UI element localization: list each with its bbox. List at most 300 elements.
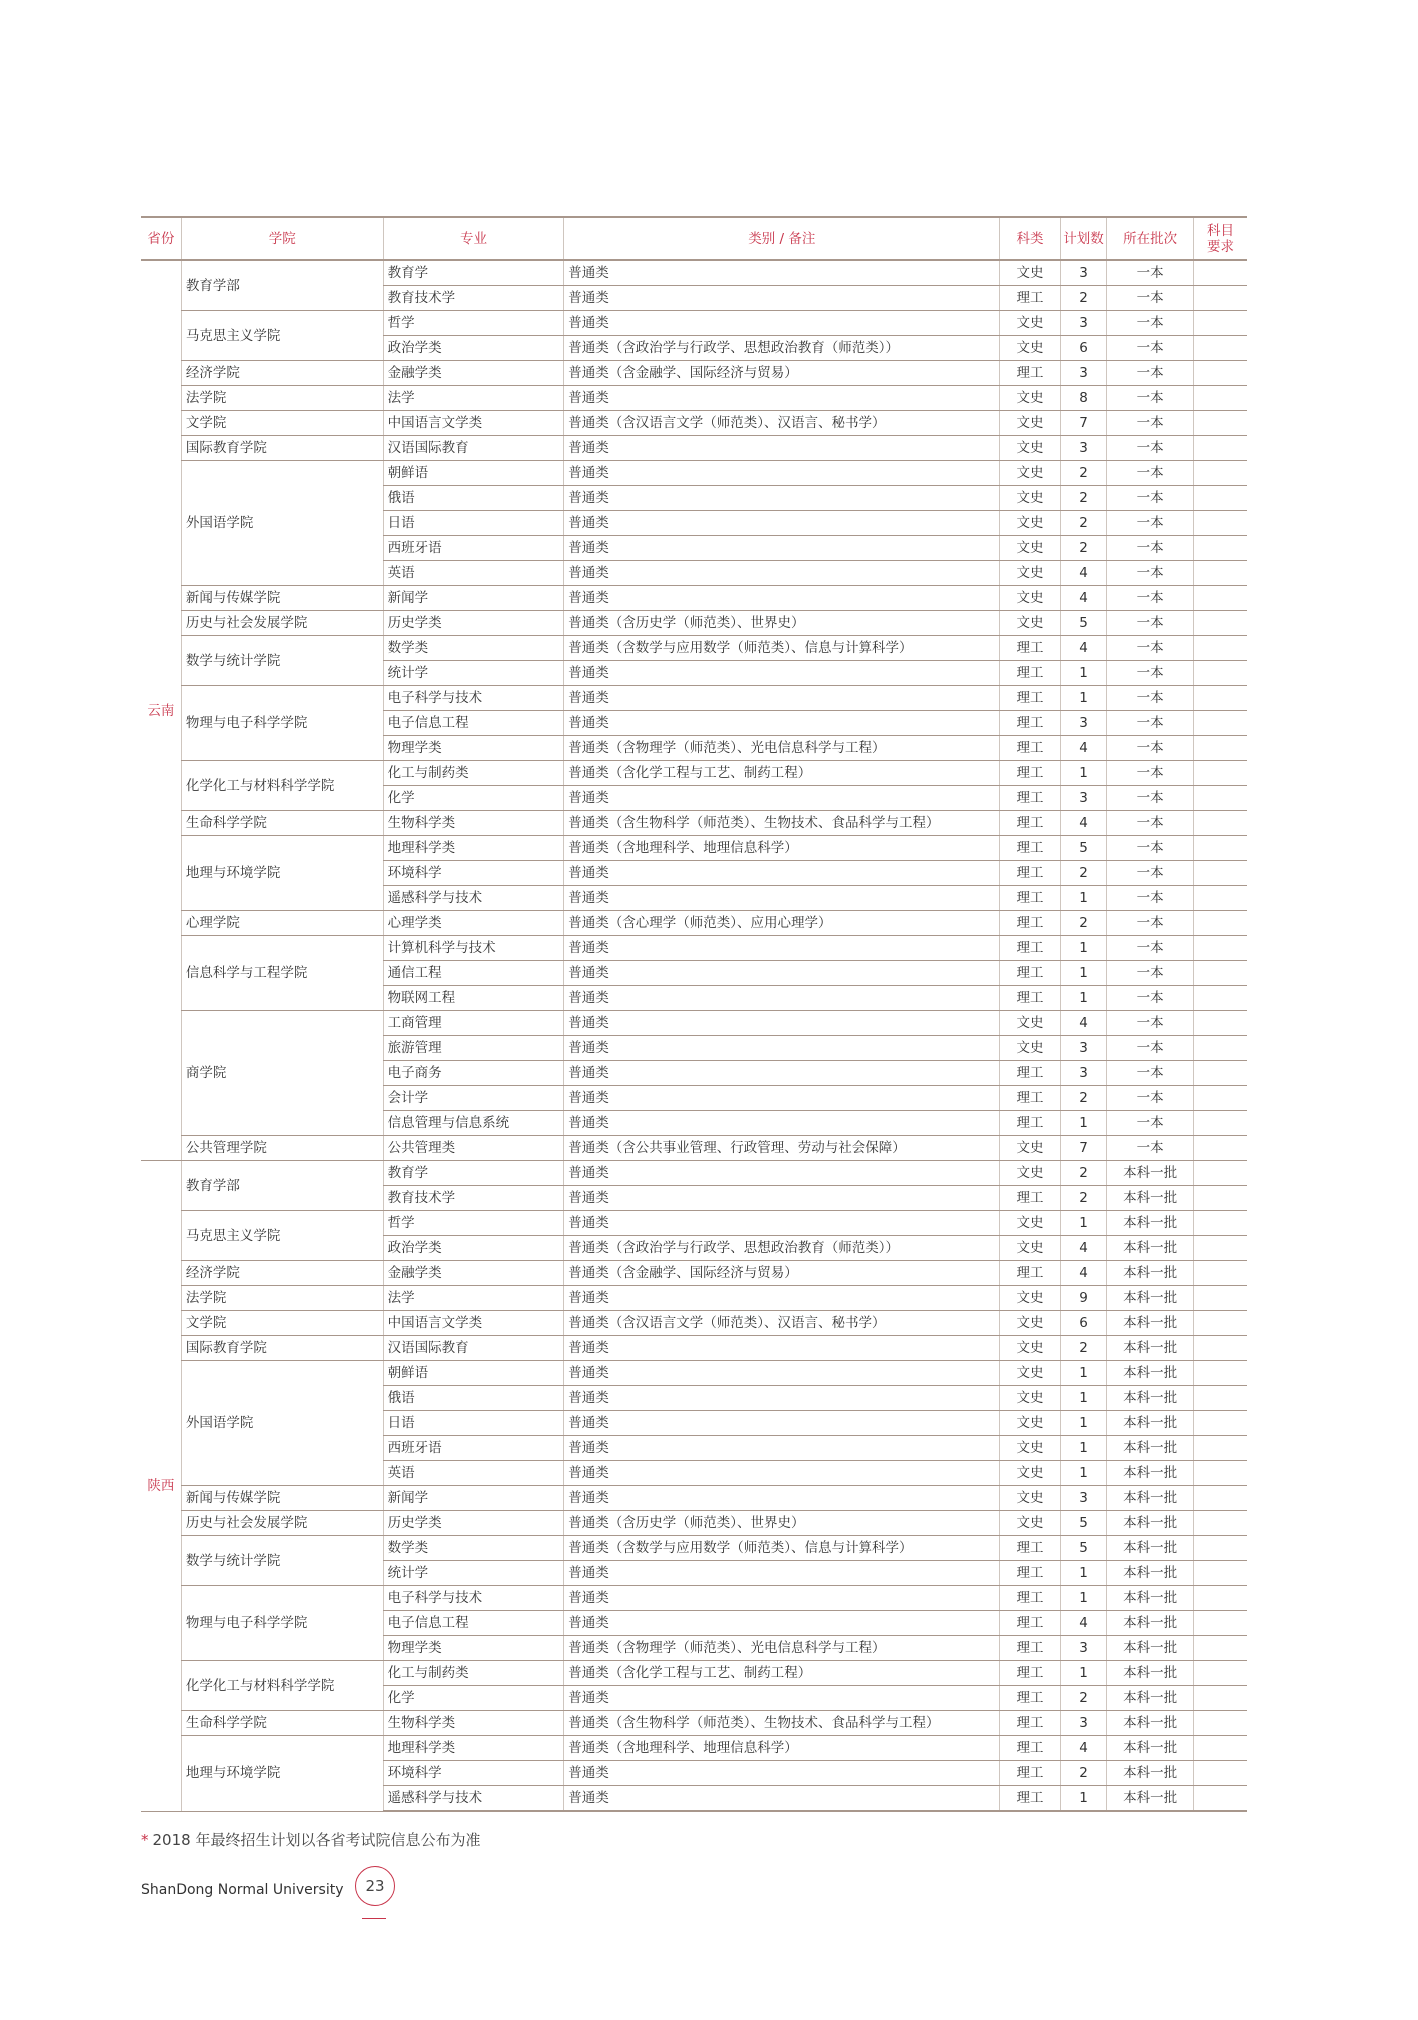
category-cell: 普通类	[564, 1486, 1000, 1511]
batch-cell: 一本	[1107, 411, 1194, 436]
plan-count-cell: 6	[1060, 336, 1106, 361]
category-cell: 普通类	[564, 861, 1000, 886]
subject-type-cell: 理工	[1000, 986, 1061, 1011]
subject-requirement-cell	[1193, 1586, 1247, 1611]
college-cell: 化学化工与材料科学学院	[181, 1661, 383, 1711]
batch-cell: 一本	[1107, 686, 1194, 711]
subject-requirement-cell	[1193, 961, 1247, 986]
subject-type-cell: 理工	[1000, 1586, 1061, 1611]
category-cell: 普通类	[564, 1761, 1000, 1786]
major-cell: 法学	[383, 386, 564, 411]
college-cell: 外国语学院	[181, 461, 383, 586]
table-row	[141, 911, 1247, 936]
major-cell: 新闻学	[383, 1486, 564, 1511]
subject-requirement-cell	[1193, 911, 1247, 936]
subject-type-cell: 文史	[1000, 1486, 1061, 1511]
subject-requirement-cell	[1193, 986, 1247, 1011]
major-cell: 历史学类	[383, 611, 564, 636]
major-cell: 数学类	[383, 1536, 564, 1561]
subject-requirement-cell	[1193, 711, 1247, 736]
plan-count-cell: 5	[1060, 611, 1106, 636]
subject-type-cell: 文史	[1000, 1461, 1061, 1486]
college-cell: 数学与统计学院	[181, 1536, 383, 1586]
college-cell: 信息科学与工程学院	[181, 936, 383, 1011]
category-cell: 普通类（含政治学与行政学、思想政治教育（师范类））	[564, 336, 1000, 361]
major-cell: 中国语言文学类	[383, 411, 564, 436]
category-cell: 普通类	[564, 536, 1000, 561]
plan-count-cell: 1	[1060, 1361, 1106, 1386]
plan-count-cell: 3	[1060, 1036, 1106, 1061]
plan-count-cell: 2	[1060, 1686, 1106, 1711]
subject-requirement-cell	[1193, 361, 1247, 386]
major-cell: 公共管理类	[383, 1136, 564, 1161]
batch-cell: 一本	[1107, 761, 1194, 786]
subject-type-cell: 文史	[1000, 486, 1061, 511]
subject-type-cell: 理工	[1000, 786, 1061, 811]
major-cell: 俄语	[383, 1386, 564, 1411]
subject-type-cell: 理工	[1000, 1761, 1061, 1786]
table-row	[141, 1011, 1247, 1036]
major-cell: 计算机科学与技术	[383, 936, 564, 961]
plan-count-cell: 4	[1060, 636, 1106, 661]
category-cell: 普通类	[564, 1561, 1000, 1586]
plan-count-cell: 4	[1060, 736, 1106, 761]
subject-requirement-cell	[1193, 1686, 1247, 1711]
major-cell: 生物科学类	[383, 1711, 564, 1736]
batch-cell: 一本	[1107, 661, 1194, 686]
batch-cell: 本科一批	[1107, 1586, 1194, 1611]
subject-requirement-cell	[1193, 386, 1247, 411]
subject-type-cell: 文史	[1000, 1336, 1061, 1361]
major-cell: 汉语国际教育	[383, 436, 564, 461]
plan-count-cell: 4	[1060, 811, 1106, 836]
major-cell: 教育技术学	[383, 1186, 564, 1211]
plan-count-cell: 1	[1060, 1661, 1106, 1686]
subject-requirement-cell	[1193, 1286, 1247, 1311]
subject-type-cell: 理工	[1000, 1186, 1061, 1211]
category-cell: 普通类（含地理科学、地理信息科学）	[564, 1736, 1000, 1761]
category-cell: 普通类（含汉语言文学（师范类）、汉语言、秘书学）	[564, 411, 1000, 436]
subject-requirement-cell	[1193, 786, 1247, 811]
college-cell: 历史与社会发展学院	[181, 611, 383, 636]
plan-count-cell: 2	[1060, 1161, 1106, 1186]
batch-cell: 本科一批	[1107, 1186, 1194, 1211]
subject-requirement-cell	[1193, 286, 1247, 311]
category-cell: 普通类	[564, 486, 1000, 511]
subject-requirement-cell	[1193, 1536, 1247, 1561]
college-cell: 法学院	[181, 1286, 383, 1311]
plan-count-cell: 1	[1060, 1211, 1106, 1236]
table-row	[141, 1361, 1247, 1386]
subject-type-cell: 理工	[1000, 1661, 1061, 1686]
category-cell: 普通类	[564, 986, 1000, 1011]
major-cell: 哲学	[383, 311, 564, 336]
batch-cell: 一本	[1107, 786, 1194, 811]
major-cell: 地理科学类	[383, 1736, 564, 1761]
batch-cell: 一本	[1107, 536, 1194, 561]
subject-requirement-cell	[1193, 1061, 1247, 1086]
subject-type-cell: 理工	[1000, 1261, 1061, 1286]
subject-requirement-cell	[1193, 561, 1247, 586]
subject-requirement-cell	[1193, 411, 1247, 436]
plan-count-cell: 2	[1060, 511, 1106, 536]
major-cell: 哲学	[383, 1211, 564, 1236]
subject-type-cell: 理工	[1000, 1736, 1061, 1761]
plan-count-cell: 4	[1060, 1236, 1106, 1261]
category-cell: 普通类（含金融学、国际经济与贸易）	[564, 361, 1000, 386]
subject-type-cell: 文史	[1000, 436, 1061, 461]
major-cell: 化工与制药类	[383, 1661, 564, 1686]
category-cell: 普通类	[564, 1611, 1000, 1636]
category-cell: 普通类	[564, 661, 1000, 686]
subject-type-cell: 理工	[1000, 1536, 1061, 1561]
footer-university-name: ShanDong Normal University	[141, 1882, 344, 1898]
footnote-text: 2018 年最终招生计划以各省考试院信息公布为准	[152, 1831, 481, 1849]
batch-cell: 本科一批	[1107, 1636, 1194, 1661]
plan-count-cell: 2	[1060, 486, 1106, 511]
plan-count-cell: 3	[1060, 1636, 1106, 1661]
major-cell: 金融学类	[383, 361, 564, 386]
batch-cell: 一本	[1107, 386, 1194, 411]
category-cell: 普通类	[564, 461, 1000, 486]
subject-type-cell: 文史	[1000, 536, 1061, 561]
category-cell: 普通类	[564, 1786, 1000, 1812]
batch-cell: 本科一批	[1107, 1336, 1194, 1361]
table-row	[141, 1661, 1247, 1686]
college-cell: 经济学院	[181, 1261, 383, 1286]
subject-requirement-cell	[1193, 586, 1247, 611]
table-row	[141, 611, 1247, 636]
table-row	[141, 1286, 1247, 1311]
batch-cell: 一本	[1107, 561, 1194, 586]
table-row	[141, 411, 1247, 436]
table-row	[141, 461, 1247, 486]
major-cell: 日语	[383, 1411, 564, 1436]
major-cell: 政治学类	[383, 1236, 564, 1261]
plan-count-cell: 1	[1060, 761, 1106, 786]
major-cell: 会计学	[383, 1086, 564, 1111]
subject-requirement-cell	[1193, 1261, 1247, 1286]
subject-type-cell: 文史	[1000, 1436, 1061, 1461]
subject-requirement-cell	[1193, 336, 1247, 361]
subject-requirement-cell	[1193, 1486, 1247, 1511]
table-row	[141, 1736, 1247, 1761]
major-cell: 物理学类	[383, 1636, 564, 1661]
subject-type-cell: 理工	[1000, 361, 1061, 386]
major-cell: 电子信息工程	[383, 711, 564, 736]
subject-type-cell: 文史	[1000, 260, 1061, 286]
category-cell: 普通类（含数学与应用数学（师范类）、信息与计算科学）	[564, 636, 1000, 661]
table-row	[141, 1161, 1247, 1186]
major-cell: 英语	[383, 1461, 564, 1486]
category-cell: 普通类	[564, 386, 1000, 411]
plan-count-cell: 1	[1060, 1411, 1106, 1436]
table-row	[141, 1586, 1247, 1611]
subject-requirement-cell	[1193, 1236, 1247, 1261]
subject-requirement-cell	[1193, 811, 1247, 836]
category-cell: 普通类	[564, 686, 1000, 711]
table-row	[141, 811, 1247, 836]
subject-requirement-cell	[1193, 1661, 1247, 1686]
subject-type-cell: 理工	[1000, 811, 1061, 836]
category-cell: 普通类（含生物科学（师范类）、生物技术、食品科学与工程）	[564, 1711, 1000, 1736]
plan-count-cell: 2	[1060, 1761, 1106, 1786]
college-cell: 经济学院	[181, 361, 383, 386]
college-cell: 教育学部	[181, 260, 383, 311]
category-cell: 普通类	[564, 1036, 1000, 1061]
plan-count-cell: 4	[1060, 1011, 1106, 1036]
subject-type-cell: 理工	[1000, 1686, 1061, 1711]
major-cell: 电子科学与技术	[383, 686, 564, 711]
subject-requirement-cell	[1193, 311, 1247, 336]
subject-requirement-cell	[1193, 260, 1247, 286]
plan-count-cell: 6	[1060, 1311, 1106, 1336]
major-cell: 金融学类	[383, 1261, 564, 1286]
subject-requirement-cell	[1193, 1311, 1247, 1336]
subject-type-cell: 文史	[1000, 1311, 1061, 1336]
college-cell: 公共管理学院	[181, 1136, 383, 1161]
category-cell: 普通类（含政治学与行政学、思想政治教育（师范类））	[564, 1236, 1000, 1261]
plan-count-cell: 2	[1060, 1336, 1106, 1361]
subject-type-cell: 文史	[1000, 1136, 1061, 1161]
subject-requirement-cell	[1193, 1161, 1247, 1186]
category-cell: 普通类	[564, 1161, 1000, 1186]
category-cell: 普通类（含化学工程与工艺、制药工程）	[564, 1661, 1000, 1686]
table-body	[141, 260, 1247, 1811]
category-cell: 普通类	[564, 1411, 1000, 1436]
plan-count-cell: 3	[1060, 436, 1106, 461]
table-row	[141, 1211, 1247, 1236]
table-row	[141, 361, 1247, 386]
subject-type-cell: 理工	[1000, 1111, 1061, 1136]
province-cell: 陕西	[141, 1161, 181, 1812]
batch-cell: 本科一批	[1107, 1286, 1194, 1311]
subject-requirement-cell	[1193, 1136, 1247, 1161]
subject-type-cell: 文史	[1000, 386, 1061, 411]
subject-type-cell: 理工	[1000, 886, 1061, 911]
batch-cell: 本科一批	[1107, 1561, 1194, 1586]
category-cell: 普通类	[564, 1686, 1000, 1711]
subject-type-cell: 理工	[1000, 1786, 1061, 1812]
subject-type-cell: 文史	[1000, 1411, 1061, 1436]
subject-type-cell: 理工	[1000, 1636, 1061, 1661]
category-cell: 普通类	[564, 286, 1000, 311]
plan-count-cell: 1	[1060, 936, 1106, 961]
batch-cell: 一本	[1107, 961, 1194, 986]
plan-count-cell: 3	[1060, 311, 1106, 336]
batch-cell: 本科一批	[1107, 1411, 1194, 1436]
subject-requirement-cell	[1193, 1711, 1247, 1736]
header-category: 类别 / 备注	[564, 217, 1000, 260]
page-number-underline	[362, 1918, 386, 1919]
subject-type-cell: 理工	[1000, 686, 1061, 711]
plan-count-cell: 1	[1060, 1461, 1106, 1486]
subject-type-cell: 文史	[1000, 1511, 1061, 1536]
category-cell: 普通类	[564, 936, 1000, 961]
major-cell: 遥感科学与技术	[383, 1786, 564, 1812]
batch-cell: 一本	[1107, 260, 1194, 286]
subject-type-cell: 文史	[1000, 1286, 1061, 1311]
subject-requirement-cell	[1193, 511, 1247, 536]
category-cell: 普通类	[564, 1061, 1000, 1086]
subject-requirement-cell	[1193, 661, 1247, 686]
subject-requirement-cell	[1193, 436, 1247, 461]
subject-type-cell: 文史	[1000, 561, 1061, 586]
subject-type-cell: 理工	[1000, 661, 1061, 686]
plan-count-cell: 1	[1060, 661, 1106, 686]
category-cell: 普通类	[564, 260, 1000, 286]
subject-requirement-cell	[1193, 1761, 1247, 1786]
category-cell: 普通类（含金融学、国际经济与贸易）	[564, 1261, 1000, 1286]
category-cell: 普通类	[564, 1011, 1000, 1036]
subject-type-cell: 理工	[1000, 1061, 1061, 1086]
subject-type-cell: 理工	[1000, 636, 1061, 661]
plan-count-cell: 1	[1060, 886, 1106, 911]
plan-count-cell: 3	[1060, 1486, 1106, 1511]
enrollment-plan-table	[141, 216, 1247, 1812]
batch-cell: 本科一批	[1107, 1211, 1194, 1236]
category-cell: 普通类（含物理学（师范类）、光电信息科学与工程）	[564, 736, 1000, 761]
plan-count-cell: 2	[1060, 1086, 1106, 1111]
subject-requirement-cell	[1193, 1436, 1247, 1461]
table-row	[141, 586, 1247, 611]
subject-requirement-cell	[1193, 1786, 1247, 1812]
batch-cell: 本科一批	[1107, 1611, 1194, 1636]
table-row	[141, 436, 1247, 461]
college-cell: 国际教育学院	[181, 1336, 383, 1361]
plan-count-cell: 1	[1060, 986, 1106, 1011]
batch-cell: 一本	[1107, 1036, 1194, 1061]
major-cell: 朝鲜语	[383, 1361, 564, 1386]
subject-requirement-cell	[1193, 636, 1247, 661]
subject-requirement-cell	[1193, 1736, 1247, 1761]
major-cell: 环境科学	[383, 1761, 564, 1786]
plan-count-cell: 1	[1060, 1111, 1106, 1136]
category-cell: 普通类	[564, 886, 1000, 911]
major-cell: 环境科学	[383, 861, 564, 886]
subject-requirement-cell	[1193, 611, 1247, 636]
batch-cell: 本科一批	[1107, 1236, 1194, 1261]
college-cell: 新闻与传媒学院	[181, 586, 383, 611]
batch-cell: 本科一批	[1107, 1536, 1194, 1561]
major-cell: 教育技术学	[383, 286, 564, 311]
category-cell: 普通类	[564, 1436, 1000, 1461]
category-cell: 普通类（含数学与应用数学（师范类）、信息与计算科学）	[564, 1536, 1000, 1561]
category-cell: 普通类	[564, 1361, 1000, 1386]
subject-requirement-cell	[1193, 1461, 1247, 1486]
plan-count-cell: 1	[1060, 1586, 1106, 1611]
header-subject-requirement-label: 科目要求	[1206, 222, 1234, 255]
major-cell: 汉语国际教育	[383, 1336, 564, 1361]
plan-count-cell: 7	[1060, 411, 1106, 436]
subject-requirement-cell	[1193, 486, 1247, 511]
batch-cell: 一本	[1107, 461, 1194, 486]
batch-cell: 一本	[1107, 1111, 1194, 1136]
category-cell: 普通类	[564, 436, 1000, 461]
plan-count-cell: 5	[1060, 1536, 1106, 1561]
major-cell: 化学	[383, 1686, 564, 1711]
plan-count-cell: 2	[1060, 286, 1106, 311]
plan-count-cell: 3	[1060, 786, 1106, 811]
plan-count-cell: 1	[1060, 961, 1106, 986]
plan-count-cell: 1	[1060, 1386, 1106, 1411]
category-cell: 普通类（含物理学（师范类）、光电信息科学与工程）	[564, 1636, 1000, 1661]
college-cell: 数学与统计学院	[181, 636, 383, 686]
college-cell: 马克思主义学院	[181, 311, 383, 361]
major-cell: 心理学类	[383, 911, 564, 936]
subject-requirement-cell	[1193, 836, 1247, 861]
major-cell: 物理学类	[383, 736, 564, 761]
plan-count-cell: 4	[1060, 1611, 1106, 1636]
batch-cell: 本科一批	[1107, 1311, 1194, 1336]
category-cell: 普通类（含历史学（师范类）、世界史）	[564, 611, 1000, 636]
major-cell: 教育学	[383, 1161, 564, 1186]
category-cell: 普通类（含公共事业管理、行政管理、劳动与社会保障）	[564, 1136, 1000, 1161]
major-cell: 俄语	[383, 486, 564, 511]
major-cell: 旅游管理	[383, 1036, 564, 1061]
category-cell: 普通类	[564, 1086, 1000, 1111]
college-cell: 物理与电子科学学院	[181, 686, 383, 761]
plan-count-cell: 2	[1060, 1186, 1106, 1211]
plan-count-cell: 4	[1060, 1261, 1106, 1286]
table-header-row	[141, 217, 1247, 260]
subject-type-cell: 理工	[1000, 711, 1061, 736]
subject-type-cell: 文史	[1000, 1161, 1061, 1186]
college-cell: 文学院	[181, 1311, 383, 1336]
batch-cell: 本科一批	[1107, 1661, 1194, 1686]
batch-cell: 一本	[1107, 436, 1194, 461]
major-cell: 工商管理	[383, 1011, 564, 1036]
major-cell: 电子商务	[383, 1061, 564, 1086]
batch-cell: 一本	[1107, 911, 1194, 936]
batch-cell: 一本	[1107, 711, 1194, 736]
batch-cell: 本科一批	[1107, 1436, 1194, 1461]
batch-cell: 本科一批	[1107, 1761, 1194, 1786]
plan-count-cell: 3	[1060, 1711, 1106, 1736]
major-cell: 政治学类	[383, 336, 564, 361]
major-cell: 电子科学与技术	[383, 1586, 564, 1611]
major-cell: 西班牙语	[383, 1436, 564, 1461]
subject-type-cell: 理工	[1000, 761, 1061, 786]
major-cell: 英语	[383, 561, 564, 586]
subject-requirement-cell	[1193, 936, 1247, 961]
major-cell: 化工与制药类	[383, 761, 564, 786]
table-row	[141, 1486, 1247, 1511]
subject-requirement-cell	[1193, 1211, 1247, 1236]
batch-cell: 一本	[1107, 1136, 1194, 1161]
major-cell: 中国语言文学类	[383, 1311, 564, 1336]
header-province: 省份	[141, 217, 181, 260]
major-cell: 电子信息工程	[383, 1611, 564, 1636]
batch-cell: 本科一批	[1107, 1486, 1194, 1511]
subject-type-cell: 文史	[1000, 411, 1061, 436]
plan-count-cell: 9	[1060, 1286, 1106, 1311]
plan-count-cell: 4	[1060, 561, 1106, 586]
batch-cell: 一本	[1107, 861, 1194, 886]
header-subject-requirement	[1193, 217, 1247, 260]
subject-requirement-cell	[1193, 861, 1247, 886]
batch-cell: 一本	[1107, 736, 1194, 761]
subject-requirement-cell	[1193, 1036, 1247, 1061]
batch-cell: 本科一批	[1107, 1386, 1194, 1411]
table-row	[141, 1136, 1247, 1161]
batch-cell: 本科一批	[1107, 1161, 1194, 1186]
table-row	[141, 1536, 1247, 1561]
category-cell: 普通类（含化学工程与工艺、制药工程）	[564, 761, 1000, 786]
college-cell: 商学院	[181, 1011, 383, 1136]
batch-cell: 本科一批	[1107, 1511, 1194, 1536]
major-cell: 法学	[383, 1286, 564, 1311]
